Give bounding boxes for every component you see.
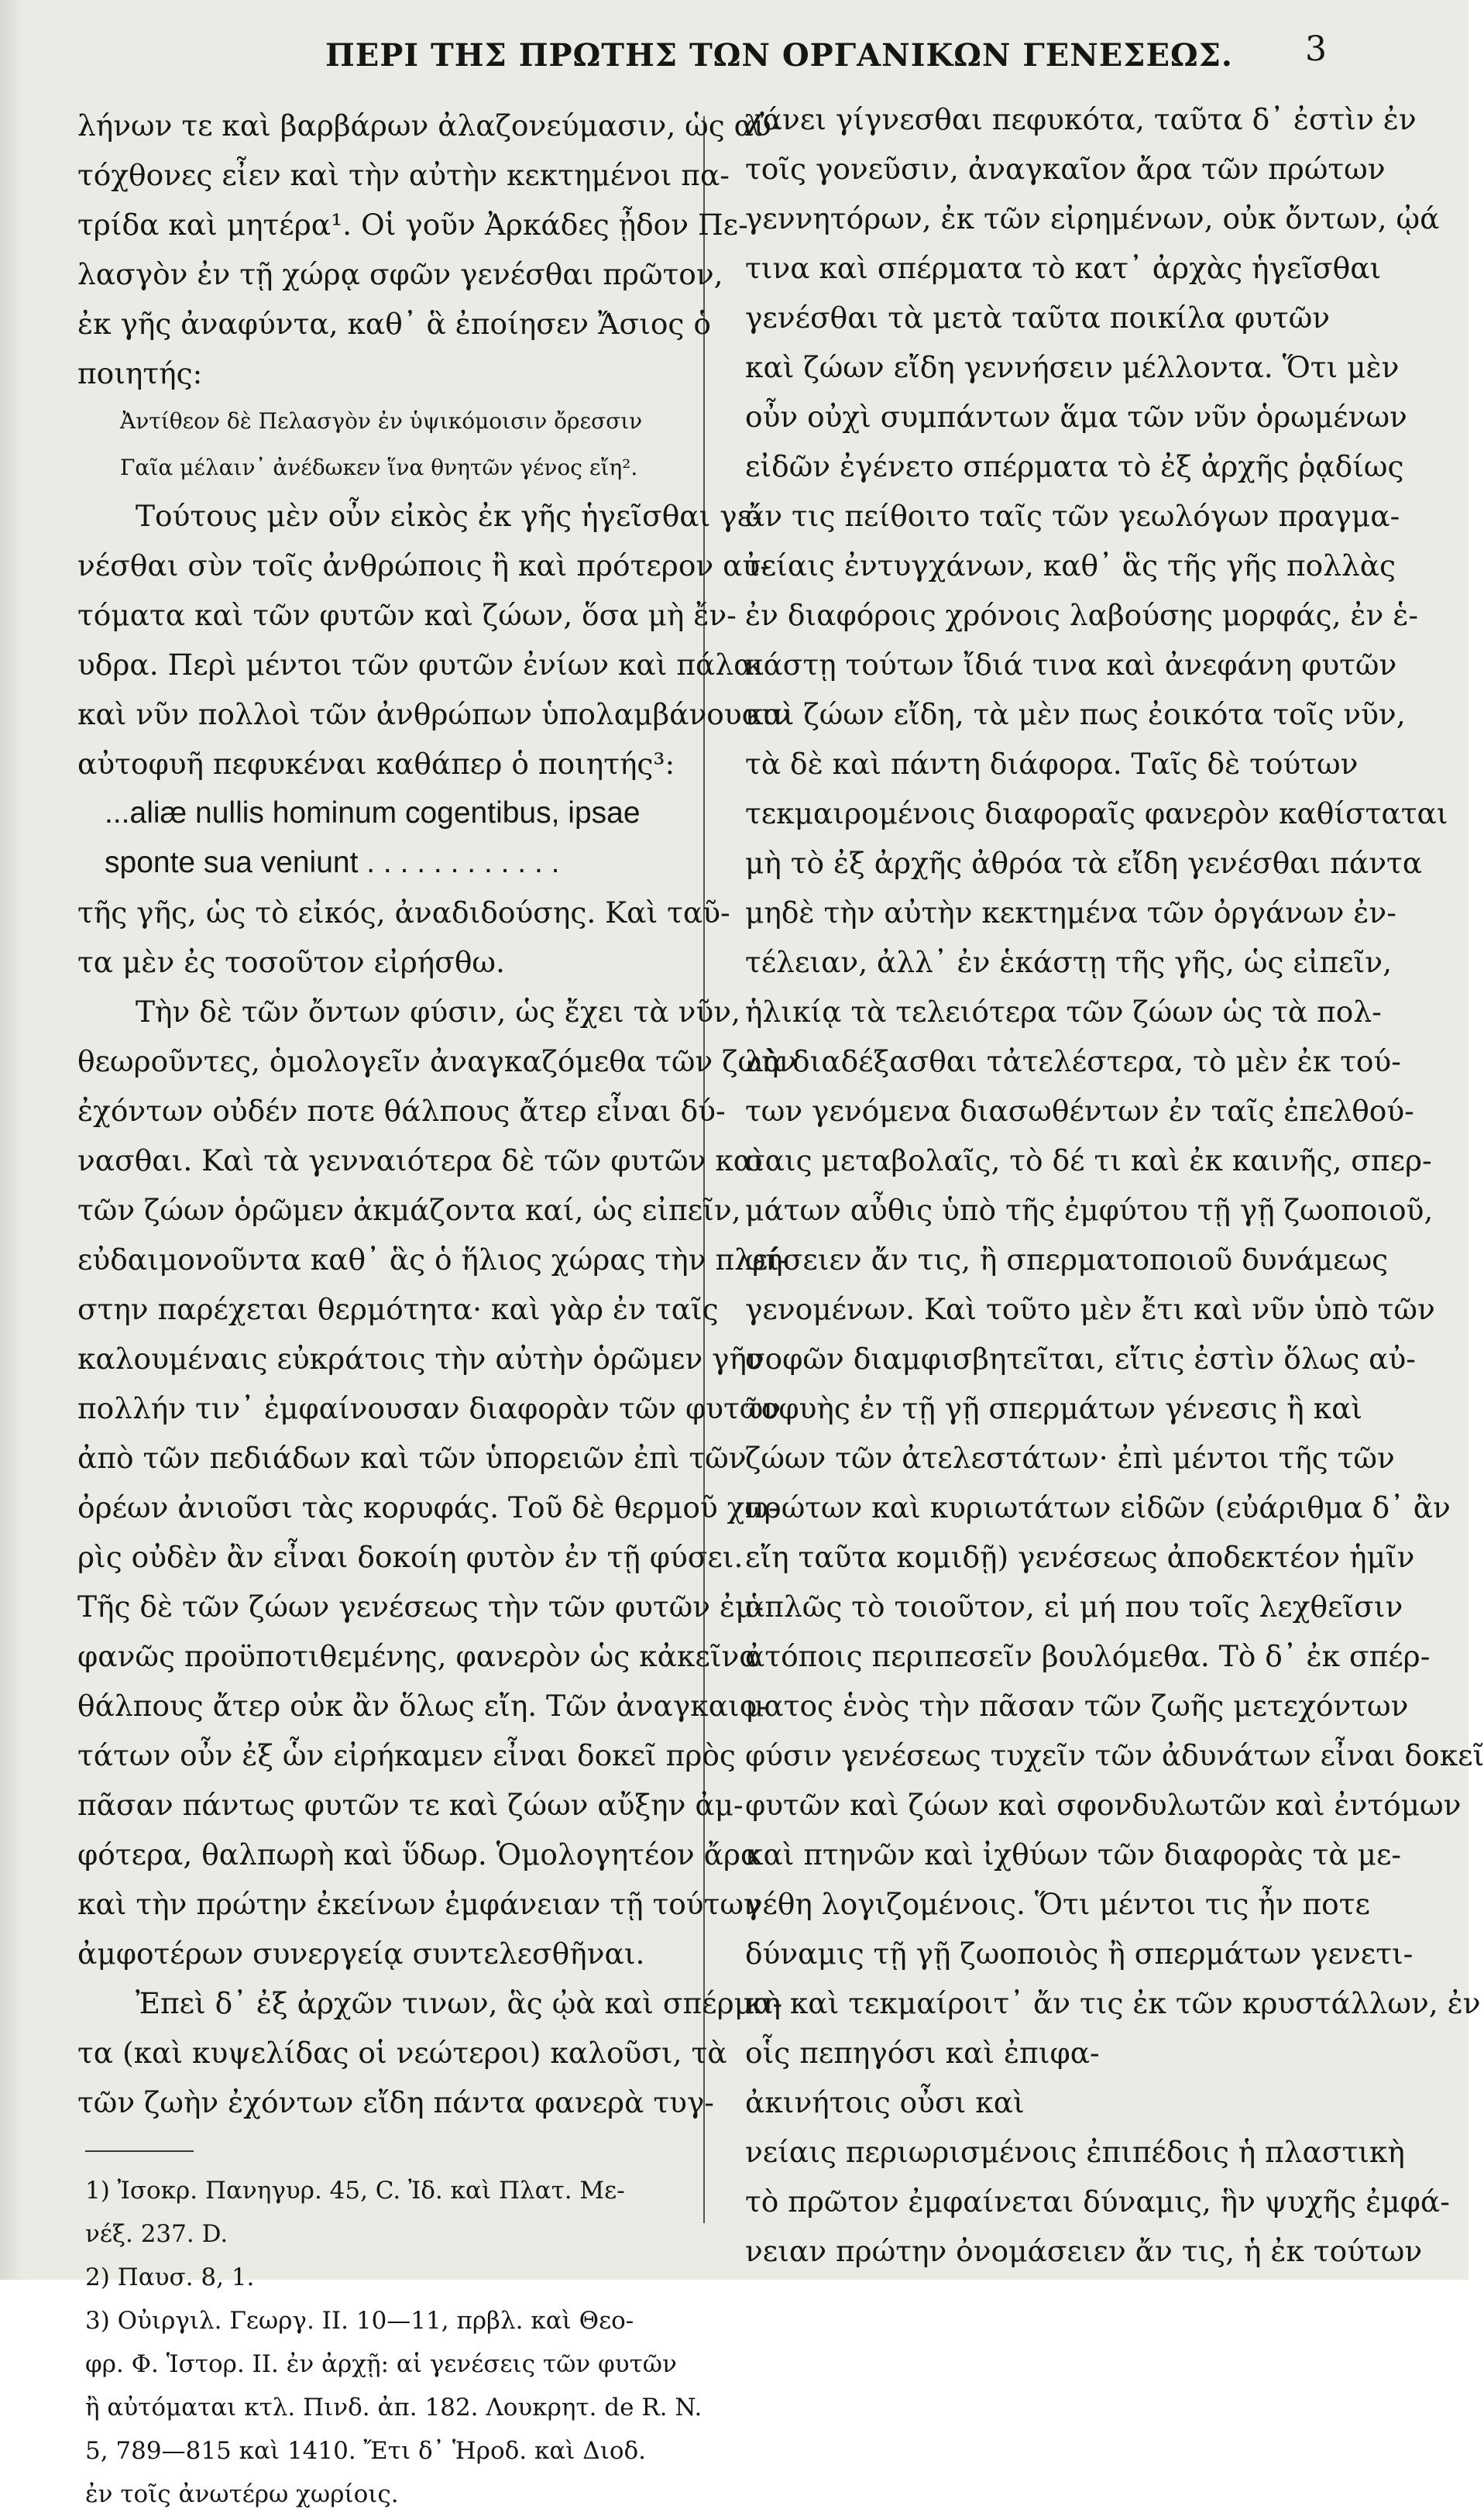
paragraph xyxy=(745,95,1484,2276)
text-line: θεωροῦντες, ὁμολογεῖν ἀναγκαζόμεθα τῶν ζωὴν xyxy=(77,1044,797,1078)
footnote-line: 1) Ἰσοκρ. Πανηγυρ. 45, C. Ἰδ. καὶ Πλατ. Με- xyxy=(85,2177,625,2205)
text-line: φυτῶν καὶ ζώων καὶ σφονδυλωτῶν καὶ ἐντόμων xyxy=(745,1788,1462,1822)
verse-line: Γαῖα μέλαιν᾽ ἀνέδωκεν ἵνα θνητῶν γένος εἴη². xyxy=(120,455,638,480)
text-line: εἴη ταῦτα κομιδῇ) γενέσεως ἀποδεκτέον ἡμῖν xyxy=(745,1540,1415,1574)
text-line: μάτων αὖθις ὑπὸ τῆς ἐμφύτου τῇ γῇ ζωοποιοῦ, xyxy=(745,1193,1434,1227)
text-line: ποιητής: xyxy=(77,356,203,390)
text-line: τὸ πρῶτον ἐμφαίνεται δύναμις, ἣν ψυχῆς ἐμφά- xyxy=(745,2184,1450,2219)
text-line: σοφῶν διαμφισβητεῖται, εἴτις ἐστὶν ὅλως αὐ- xyxy=(745,1342,1416,1376)
text-line: τεκμαιρομένοις διαφοραῖς φανερὸν καθίσταται xyxy=(745,796,1448,830)
text-line: οἷς πεπηγόσι καὶ ἐπιφα- xyxy=(745,2036,1100,2070)
text-line: ἐκ γῆς ἀναφύντα, καθ᾽ ἃ ἐποίησεν Ἄσιος ὁ xyxy=(77,307,711,341)
right-column xyxy=(745,95,1484,2276)
footnote-line: 5, 789—815 καὶ 1410. Ἔτι δ᾽ Ἡροδ. καὶ Διοδ. xyxy=(85,2437,647,2465)
text-line: φανῶς προϋποτιθεμένης, φανερὸν ὡς κἀκεῖνα xyxy=(77,1639,759,1673)
text-line: καλουμέναις εὐκράτοις τὴν αὐτὴν ὁρῶμεν γῆν xyxy=(77,1342,764,1376)
text-line: λήνων τε καὶ βαρβάρων ἀλαζονεύμασιν, ὡς αὐ- xyxy=(77,108,782,143)
text-line: φότερα, θαλπωρὴ καὶ ὕδωρ. Ὁμολογητέον ἄρα xyxy=(77,1837,761,1872)
text-line: ἀτόποις περιπεσεῖν βουλόμεθα. Τὸ δ᾽ ἐκ σπέρ- xyxy=(745,1639,1431,1673)
text-line: πᾶσαν πάντως φυτῶν τε καὶ ζώων αὔξην ἀμ- xyxy=(77,1788,744,1822)
text-line: ἡλικίᾳ τὰ τελειότερα τῶν ζώων ὡς τὰ πολ- xyxy=(745,995,1382,1029)
left-column xyxy=(77,101,797,2516)
text-line: τῶν ζώων ὁρῶμεν ἀκμάζοντα καί, ὡς εἰπεῖν, xyxy=(77,1193,741,1227)
footnote-line: 2) Παυσ. 8, 1. xyxy=(85,2263,255,2291)
text-line: γέθη λογιζομένοις. Ὅτι μέντοι τις ἦν ποτε xyxy=(745,1887,1370,1921)
text-line: τόματα καὶ τῶν φυτῶν καὶ ζώων, ὅσα μὴ ἔν- xyxy=(77,598,737,632)
text-line: τέλειαν, ἀλλ᾽ ἐν ἑκάστῃ τῆς γῆς, ὡς εἰπεῖν, xyxy=(745,945,1392,979)
text-line: πρώτων καὶ κυριωτάτων εἰδῶν (εὐάριθμα δ᾽ ἂν xyxy=(745,1490,1451,1524)
paragraph xyxy=(77,491,791,789)
text-line: εὐδαιμονοῦντα καθ᾽ ἃς ὁ ἥλιος χώρας τὴν πλεί- xyxy=(77,1243,789,1277)
latin-line: sponte sua veniunt . . . . . . . . . . . . xyxy=(105,846,560,879)
text-line: ματος ἑνὸς τὴν πᾶσαν τῶν ζωῆς μετεχόντων xyxy=(745,1689,1409,1723)
footnote-line: ἐν τοῖς ἀνωτέρω χωρίοις. xyxy=(85,2480,399,2508)
text-line: Τούτους μὲν οὖν εἰκὸς ἐκ γῆς ἡγεῖσθαι γε- xyxy=(136,499,762,533)
text-line: τόχθονες εἶεν καὶ τὴν αὐτὴν κεκτημένοι πα- xyxy=(77,158,730,192)
text-line: σαις μεταβολαῖς, τὸ δέ τι καὶ ἐκ καινῆς, σπερ- xyxy=(745,1143,1432,1177)
text-line: φύσιν γενέσεως τυχεῖν τῶν ἀδυνάτων εἶναι δοκεῖ xyxy=(745,1738,1484,1772)
text-line: ἀμφοτέρων συνεργείᾳ συντελεσθῆναι. xyxy=(77,1937,645,1971)
verse-line: Ἀντίθεον δὲ Πελασγὸν ἐν ὑψικόμοισιν ὄρεσσιν xyxy=(120,408,643,434)
footnotes xyxy=(77,2169,709,2516)
paragraph xyxy=(77,101,782,398)
text-line: τάτων οὖν ἐξ ὧν εἰρήκαμεν εἶναι δοκεῖ πρὸς xyxy=(77,1738,736,1772)
text-line: πολλήν τιν᾽ ἐμφαίνουσαν διαφορὰν τῶν φυτῶν xyxy=(77,1391,782,1425)
footnote-line: ἢ αὐτόμαται κτλ. Πινδ. ἀπ. 182. Λουκρητ. de R. N. xyxy=(85,2394,702,2421)
text-line: τῆς γῆς, ὡς τὸ εἰκός, ἀναδιδούσης. Καὶ ταῦ- xyxy=(77,895,730,930)
text-line: οὖν οὐχὶ συμπάντων ἅμα τῶν νῦν ὁρωμένων xyxy=(745,400,1407,434)
text-line: ἐν διαφόροις χρόνοις λαβούσης μορφάς, ἐν ἑ- xyxy=(745,598,1419,632)
text-line: μὴ τὸ ἐξ ἀρχῆς ἀθρόα τὰ εἴδη γενέσθαι πάντα xyxy=(745,846,1423,880)
verse-quotation xyxy=(77,398,709,491)
text-line: φήσειεν ἄν τις, ἢ σπερματοποιοῦ δυνάμεως xyxy=(745,1243,1389,1277)
text-line: κάστῃ τούτων ἴδιά τινα καὶ ἀνεφάνη φυτῶν xyxy=(745,648,1397,682)
text-line: νέσθαι σὺν τοῖς ἀνθρώποις ἢ καὶ πρότερον αὐ- xyxy=(77,548,770,583)
text-line: νείαις περιωρισμένοις ἐπιπέδοις ἡ πλαστικὴ xyxy=(745,2135,1405,2169)
text-line: ζώων τῶν ἀτελεστάτων· ἐπὶ μέντοι τῆς τῶν xyxy=(745,1441,1395,1475)
footnote-line: 3) Οὐιργιλ. Γεωργ. II. 10—11, πρβλ. καὶ Θεο- xyxy=(85,2307,634,2335)
text-line: στην παρέχεται θερμότητα· καὶ γὰρ ἐν ταῖς xyxy=(77,1292,719,1326)
paragraph xyxy=(77,1978,783,2127)
latin-line: ...aliæ nullis hominum cogentibus, ipsae xyxy=(105,796,641,830)
text-line: ὀρέων ἀνιοῦσι τὰς κορυφάς. Τοῦ δὲ θερμοῦ χω- xyxy=(77,1490,778,1524)
page-number: 3 xyxy=(1305,29,1327,69)
text-line: Τῆς δὲ τῶν ζώων γενέσεως τὴν τῶν φυτῶν ἐμ- xyxy=(77,1590,764,1624)
text-line: θάλπους ἄτερ οὐκ ἂν ὅλως εἴη. Τῶν ἀναγκαιο- xyxy=(77,1689,768,1723)
text-line: εἰδῶν ἐγένετο σπέρματα τὸ ἐξ ἀρχῆς ῥᾳδίως xyxy=(745,449,1404,483)
text-line: κὴ καὶ τεκμαίροιτ᾽ ἄν τις ἐκ τῶν κρυστάλλων, ἐν xyxy=(745,1986,1481,2020)
text-line: καὶ πτηνῶν καὶ ἰχθύων τῶν διαφορὰς τὰ με- xyxy=(745,1837,1402,1872)
text-line: δύναμις τῇ γῇ ζωοποιὸς ἢ σπερμάτων γενετι- xyxy=(745,1937,1414,1971)
text-line: χάνει γίγνεσθαι πεφυκότα, ταῦτα δ᾽ ἐστὶν ἐν xyxy=(745,102,1417,136)
latin-quotation xyxy=(77,789,709,888)
text-line: καὶ ζώων εἴδη, τὰ μὲν πως ἐοικότα τοῖς νῦν, xyxy=(745,697,1406,731)
text-line: ἀπὸ τῶν πεδιάδων καὶ τῶν ὑπορειῶν ἐπὶ τῶν xyxy=(77,1441,747,1475)
text-line: ἄν τις πείθοιτο ταῖς τῶν γεωλόγων πραγμα- xyxy=(745,499,1400,533)
text-line: τα (καὶ κυψελίδας οἱ νεώτεροι) καλοῦσι, τὰ xyxy=(77,2036,727,2070)
text-line: τῶν ζωὴν ἐχόντων εἴδη πάντα φανερὰ τυγ- xyxy=(77,2085,714,2119)
text-line: ἐχόντων οὐδέν ποτε θάλπους ἄτερ εἶναι δύ- xyxy=(77,1094,726,1128)
paragraph xyxy=(77,987,797,1978)
text-line: τείαις ἐντυγχάνων, καθ᾽ ἃς τῆς γῆς πολλὰς xyxy=(745,548,1396,583)
text-line: τα μὲν ἐς τοσοῦτον εἰρήσθω. xyxy=(77,945,505,979)
text-line: τρίδα καὶ μητέρα¹. Οἱ γοῦν Ἀρκάδες ᾖδον Πε- xyxy=(77,208,748,242)
text-line: Τὴν δὲ τῶν ὄντων φύσιν, ὡς ἔχει τὰ νῦν, xyxy=(136,995,740,1029)
text-line: γενέσθαι τὰ μετὰ ταῦτα ποικίλα φυτῶν xyxy=(745,301,1331,335)
text-line: λασγὸν ἐν τῇ χώρᾳ σφῶν γενέσθαι πρῶτον, xyxy=(77,257,723,291)
text-line: γενομένων. Καὶ τοῦτο μὲν ἔτι καὶ νῦν ὑπὸ τῶν xyxy=(745,1292,1435,1326)
text-line: νασθαι. Καὶ τὰ γενναιότερα δὲ τῶν φυτῶν καὶ xyxy=(77,1143,764,1177)
footnote-line: φρ. Φ. Ἱστορ. II. ἐν ἀρχῇ: αἱ γενέσεις τῶν φυτῶν xyxy=(85,2350,677,2378)
text-line: καὶ νῦν πολλοὶ τῶν ἀνθρώπων ὑπολαμβάνουσιν xyxy=(77,697,791,731)
text-line: Ἐπεὶ δ᾽ ἐξ ἀρχῶν τινων, ἃς ᾠὰ καὶ σπέρμα- xyxy=(136,1986,783,2020)
text-line: ἀκινήτοις οὖσι καὶ xyxy=(745,2085,1025,2119)
text-line: τινα καὶ σπέρματα τὸ κατ᾽ ἀρχὰς ἡγεῖσθαι xyxy=(745,251,1382,285)
footnote-line: νέξ. 237. D. xyxy=(85,2220,228,2248)
text-line: μηδὲ τὴν αὐτὴν κεκτημένα τῶν ὀργάνων ἐν- xyxy=(745,895,1396,930)
text-line: τοῖς γονεῦσιν, ἀναγκαῖον ἄρα τῶν πρώτων xyxy=(745,152,1386,186)
footnote-separator xyxy=(85,2150,194,2152)
text-line: καὶ τὴν πρώτην ἐκείνων ἐμφάνειαν τῇ τούτων xyxy=(77,1887,761,1921)
text-line: νειαν πρώτην ὀνομάσειεν ἄν τις, ἡ ἐκ τούτων xyxy=(745,2234,1423,2268)
text-line: καὶ ζώων εἴδη γεννήσειν μέλλοντα. Ὅτι μὲν xyxy=(745,350,1400,384)
paragraph xyxy=(77,888,730,987)
text-line: ἁπλῶς τὸ τοιοῦτον, εἰ μή που τοῖς λεχθεῖσιν xyxy=(745,1590,1403,1624)
text-line: αὐτοφυῆ πεφυκέναι καθάπερ ὁ ποιητής³: xyxy=(77,747,675,781)
text-line: τὰ δὲ καὶ πάντη διάφορα. Ταῖς δὲ τούτων xyxy=(745,747,1359,781)
text-line: λὰ διαδέξασθαι τἀτελέστερα, τὸ μὲν ἐκ τού- xyxy=(745,1044,1401,1078)
text-line: ρὶς οὐδὲν ἂν εἶναι δοκοίη φυτὸν ἐν τῇ φύσει. xyxy=(77,1540,744,1574)
text-line: γεννητόρων, ἐκ τῶν εἰρημένων, οὐκ ὄντων, ᾠά xyxy=(745,201,1440,235)
text-line: των γενόμενα διασωθέντων ἐν ταῖς ἐπελθού- xyxy=(745,1094,1414,1128)
running-title: ΠΕΡΙ ΤΗΣ ΠΡΩΤΗΣ ΤΩΝ ΟΡΓΑΝΙΚΩΝ ΓΕΝΕΣΕΩΣ. xyxy=(325,37,1233,74)
text-line: τοφυὴς ἐν τῇ γῇ σπερμάτων γένεσις ἢ καὶ xyxy=(745,1391,1363,1425)
text-line: υδρα. Περὶ μέντοι τῶν φυτῶν ἐνίων καὶ πάλαι xyxy=(77,648,765,682)
